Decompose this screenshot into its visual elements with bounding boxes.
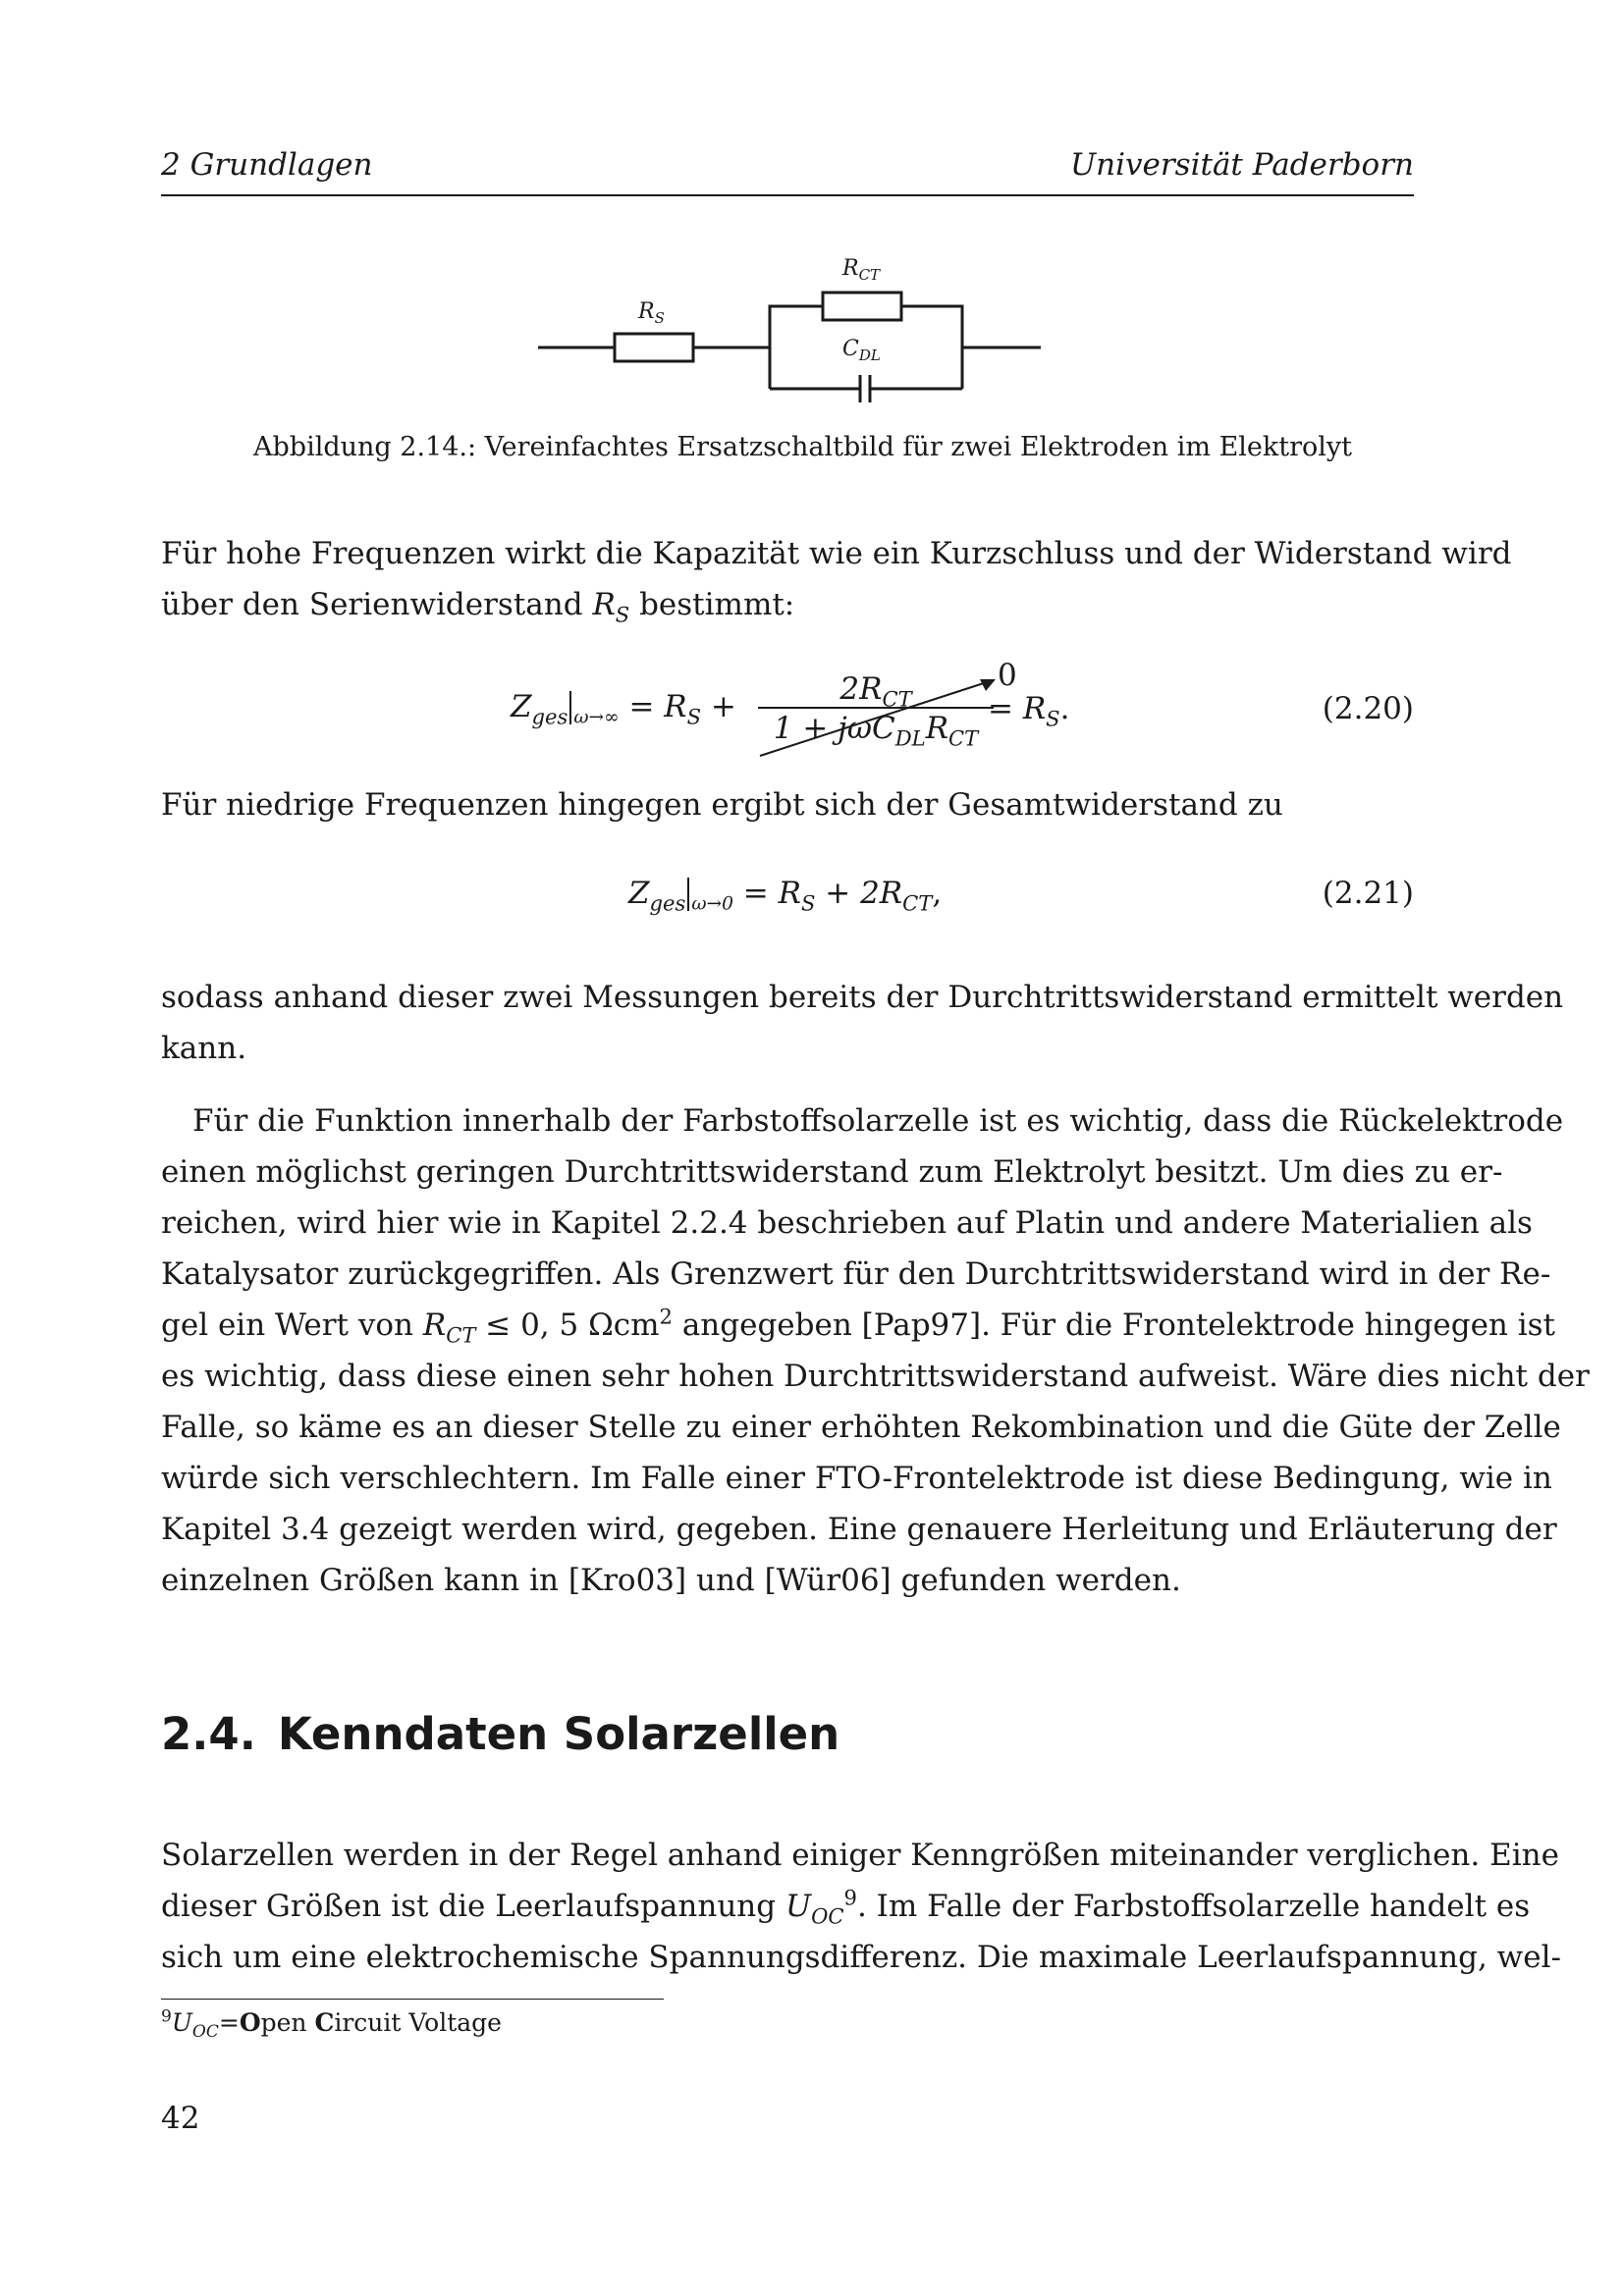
footnote-rule — [161, 1999, 664, 2000]
resistor-rs — [615, 334, 693, 361]
paragraph-5 — [161, 1830, 1561, 1983]
equation-2-21: $Z_{ges}$ $_{\omega\to 0} = R_S + 2R_{CT}$, — [628, 876, 943, 916]
para4-line4: Katalysator zurückgegriffen. Als Grenzwert für den Durchtrittswiderstand wird in der Re- — [161, 1256, 1551, 1292]
limit-zero: 0 — [998, 658, 1017, 693]
label-rs: $R_S$ — [638, 299, 665, 327]
para5-line2: dieser Größen ist die Leerlaufspannung $U_{OC}^9$. Im Falle der Farbstoffsolarzelle handelt es — [161, 1885, 1531, 1929]
circuit-diagram — [530, 247, 1051, 414]
para5-line1: Solarzellen werden in der Regel anhand einiger Kenngrößen miteinander verglichen. Eine — [161, 1838, 1559, 1873]
equation-number-2-20: (2.20) — [1322, 691, 1414, 726]
figure-caption: Abbildung 2.14.: Vereinfachtes Ersatzschaltbild für zwei Elektroden im Elektrolyt — [253, 432, 1353, 462]
equation-2-20-result: = $R_S$. — [988, 691, 1070, 731]
label-cdl: $C_{DL}$ — [842, 337, 881, 364]
para4-line8: würde sich verschlechtern. Im Falle einer FTO-Frontelektrode ist diese Bedingung, wie in — [161, 1461, 1552, 1496]
footnote: $^9U_{OC}=Open$ Circuit Voltage — [161, 2006, 502, 2042]
para5-line3: sich um eine elektrochemische Spannungsdifferenz. Die maximale Leerlaufspannung, wel- — [161, 1940, 1561, 1975]
para1-line1: Für hohe Frequenzen wirkt die Kapazität wie ein Kurzschluss und der Widerstand wird — [161, 536, 1512, 571]
label-rct: $R_{CT}$ — [842, 256, 881, 284]
para4-line6: es wichtig, dass diese einen sehr hohen Durchtrittswiderstand aufweist. Wäre dies nicht der — [161, 1359, 1590, 1394]
paragraph-1 — [161, 528, 1512, 630]
paragraph-4 — [161, 1095, 1590, 1606]
para2-line1: Für niedrige Frequenzen hingegen ergibt sich der Gesamtwiderstand zu — [161, 787, 1283, 823]
fraction-numerator: $2R_{CT}$ — [839, 671, 912, 712]
cancel-arrow — [756, 667, 1001, 766]
para1-line2: über den Serienwiderstand $R_S$ bestimmt: — [161, 587, 795, 627]
page-number: 42 — [161, 2101, 200, 2136]
para4-line5: gel ein Wert von $R_{CT} \le 0$, 5 Ωcm$^2$ angegeben [Pap97]. Für die Frontelektrode hingegen ist — [161, 1304, 1556, 1348]
resistor-rct — [823, 293, 901, 320]
para3-line1: sodass anhand dieser zwei Messungen bereits der Durchtrittswiderstand ermittelt werden — [161, 980, 1564, 1015]
fraction-denominator: $1 + j\omega C_{DL}R_{CT}$ — [773, 711, 979, 751]
header-rule — [161, 194, 1414, 196]
para4-line9: Kapitel 3.4 gezeigt werden wird, gegeben. Eine genauere Herleitung und Erläuterung der — [161, 1512, 1557, 1547]
para4-line2: einen möglichst geringen Durchtrittswiderstand zum Elektrolyt besitzt. Um dies zu er- — [161, 1154, 1503, 1190]
equation-number-2-21: (2.21) — [1322, 876, 1414, 911]
para4-line7: Falle, so käme es an dieser Stelle zu einer erhöhten Rekombination und die Güte der Zelle — [161, 1410, 1561, 1445]
para3-line2: kann. — [161, 1031, 247, 1066]
section-number: 2.4. — [161, 1708, 256, 1760]
header-chapter: 2 Grundlagen — [161, 147, 373, 183]
para4-line1: Für die Funktion innerhalb der Farbstoffsolarzelle ist es wichtig, dass die Rückelektrode — [192, 1103, 1564, 1139]
para4-line3: reichen, wird hier wie in Kapitel 2.2.4 beschrieben auf Platin und andere Materialien als — [161, 1205, 1533, 1241]
equation-2-20-lhs: $Z_{ges}$ $_{\omega\to\infty} = R_S$ + — [511, 689, 736, 729]
wire-parallel-right — [901, 306, 962, 389]
wire-parallel-left — [770, 306, 823, 389]
section-heading — [161, 1708, 839, 1760]
running-header — [161, 147, 1414, 187]
section-title: Kenndaten Solarzellen — [277, 1708, 840, 1760]
para4-line10: einzelnen Größen kann in [Kro03] und [Wür06] gefunden werden. — [161, 1563, 1181, 1598]
paragraph-3 — [161, 972, 1564, 1074]
header-university: Universität Paderborn — [1069, 147, 1414, 183]
paragraph-2 — [161, 779, 1414, 830]
